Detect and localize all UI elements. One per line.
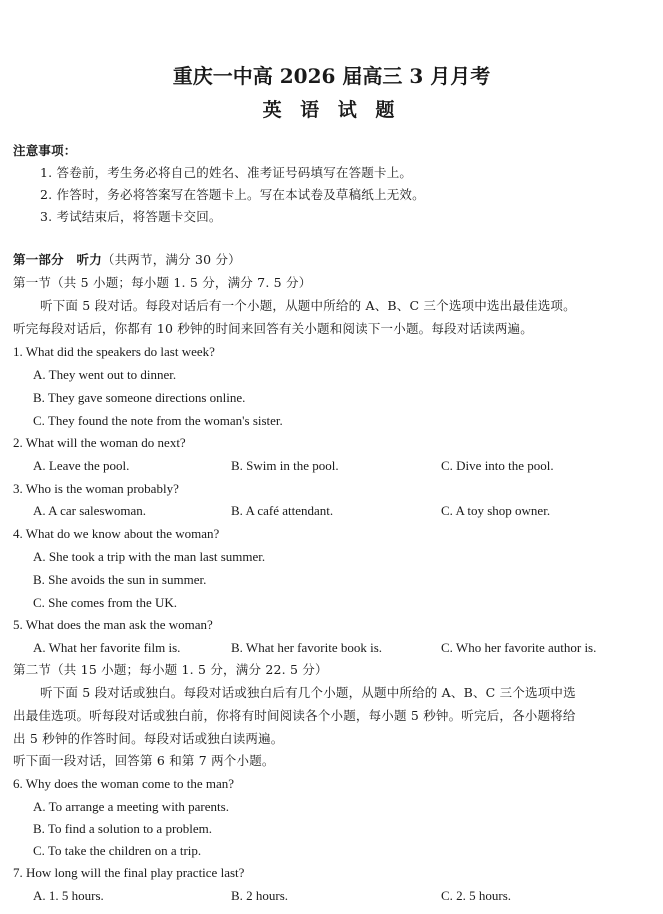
notice-heading: 注意事项： [13, 143, 77, 158]
question-4-option-b: B. She avoids the sun in summer. [33, 572, 207, 587]
section2-instructions-line2: 出最佳选项。听每段对话或独白前，你将有时间阅读各个小题，每小题 5 秒钟。听完后，各小题将给 [13, 708, 576, 723]
question-2-option-b: B. Swim in the pool. [231, 458, 339, 473]
part1-heading-rest: （共两节，满分 30 分） [101, 252, 241, 267]
question-5-stem: 5. What does the man ask the woman? [13, 617, 213, 632]
question-1-stem: 1. What did the speakers do last week? [13, 344, 215, 359]
question-6-option-b: B. To find a solution to a problem. [33, 821, 213, 836]
question-6-option-c: C. To take the children on a trip. [33, 843, 202, 858]
question-2-option-a: A. Leave the pool. [33, 458, 130, 473]
question-6-option-a: A. To arrange a meeting with parents. [33, 799, 229, 814]
notice-item-1: 1. 答卷前，考生务必将自己的姓名、准考证号码填写在答题卡上。 [40, 165, 413, 180]
question-7-stem: 7. How long will the final play practice last? [13, 865, 245, 880]
part1-heading-bold: 第一部分 听力 [13, 252, 102, 267]
exam-title: 重庆一中高 2026 届高三 3 月月考 [172, 64, 491, 88]
subject-title: 英 语 试 题 [262, 99, 401, 121]
question-3-option-c: C. A toy shop owner. [441, 503, 551, 518]
question-4-option-c: C. She comes from the UK. [33, 595, 178, 610]
question-1-option-b: B. They gave someone directions online. [33, 390, 246, 405]
notice-item-3: 3. 考试结束后，将答题卡交回。 [40, 209, 222, 224]
question-1-option-c: C. They found the note from the woman's sister. [33, 413, 283, 428]
question-6-stem: 6. Why does the woman come to the man? [13, 776, 235, 791]
question-5-option-b: B. What her favorite book is. [231, 640, 383, 655]
question-7-option-c: C. 2. 5 hours. [441, 888, 512, 903]
section1-heading: 第一节（共 5 小题；每小题 1. 5 分，满分 7. 5 分） [13, 275, 312, 290]
notice-item-2: 2. 作答时，务必将答案写在答题卡上。写在本试卷及草稿纸上无效。 [40, 187, 425, 202]
question-3-stem: 3. Who is the woman probably? [13, 481, 179, 496]
question-4-stem: 4. What do we know about the woman? [13, 526, 220, 541]
part1-heading [13, 252, 241, 268]
question-2-stem: 2. What will the woman do next? [13, 435, 186, 450]
question-5-option-a: A. What her favorite film is. [33, 640, 181, 655]
question-3-option-b: B. A café attendant. [231, 503, 334, 518]
section1-instructions-line2: 听完每段对话后，你都有 10 秒钟的时间来回答有关小题和阅读下一小题。每段对话读两遍。 [13, 321, 533, 336]
section2-instructions-line3: 出 5 秒钟的作答时间。每段对话或独白读两遍。 [13, 731, 284, 746]
question-7-option-b: B. 2 hours. [231, 888, 289, 903]
section2-sub-instruction: 听下面一段对话，回答第 6 和第 7 两个小题。 [13, 753, 275, 768]
section1-instructions-line1: 听下面 5 段对话。每段对话后有一个小题，从题中所给的 A、B、C 三个选项中选出最佳选项。 [40, 298, 576, 313]
question-1-option-a: A. They went out to dinner. [33, 367, 177, 382]
question-3-option-a: A. A car saleswoman. [33, 503, 147, 518]
question-5-option-c: C. Who her favorite author is. [441, 640, 597, 655]
question-2-option-c: C. Dive into the pool. [441, 458, 554, 473]
section2-instructions-line1: 听下面 5 段对话或独白。每段对话或独白后有几个小题，从题中所给的 A、B、C 三个选项中选 [40, 685, 576, 700]
question-7-option-a: A. 1. 5 hours. [33, 888, 104, 903]
question-4-option-a: A. She took a trip with the man last summer. [33, 549, 266, 564]
section2-heading: 第二节（共 15 小题；每小题 1. 5 分，满分 22. 5 分） [13, 662, 328, 677]
